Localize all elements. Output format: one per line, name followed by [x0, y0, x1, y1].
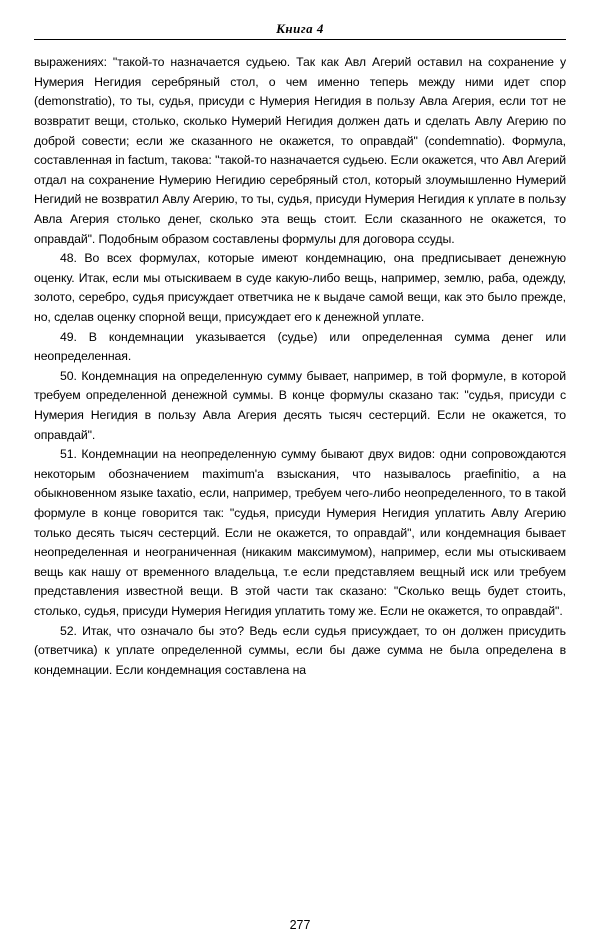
- body-text: [34, 53, 566, 680]
- paragraph-48: 48. Во всех формулах, которые имеют кондемнацию, она предписывает денежную оценку. Итак, если мы отыскиваем в суде какую-либо вещь, например, землю, раба, одежду, золото, серебро, судья присуждает ответчика не к выдаче самой вещи, как это было прежде, но, сделав оценку спорной вещи, присуждает его к денежной уплате.: [34, 251, 566, 325]
- paragraph-50: 50. Кондемнация на определенную сумму бывает, например, в той формуле, в которой требуем определенной денежной суммы. В конце формулы сказано так: "судья, присуди с Нумерия Негидия в пользу Авла Агерия десять тысяч сестерций. Если не окажется, то оправдай".: [34, 368, 566, 442]
- page-header: Книга 4: [276, 21, 324, 36]
- header-divider: [34, 39, 566, 40]
- paragraph-51: 51. Кондемнации на неопределенную сумму бывают двух видов: одни сопровождаются некоторым обозначением maximum'a взыскания, что называлось praefinitio, а на обыкновенном языке taxatio, если, например, требуем чего-либо неопределенного, то в такой формуле в конце говорится так: "судья, присуди Нумерия Негидия уплатить Авлу Агерию только десять тысяч сестерций. Если не окажется, то оправдай", или кондемнация бывает неопределенная и неограниченная (никаким максимумом), например, если мы отыскиваем вещь как нашу от временного владельца, т.е если представляем вещный иск или требуем представления известной вещи. В этой части так сказано: "Сколько вещь будет стоить, столько, судья, присуди Нумерия Негидия уплатить тому же. Если не окажется, то оправдай".: [34, 447, 566, 618]
- page-number: 277: [289, 918, 311, 932]
- paragraph-52: 52. Итак, что означало бы это? Ведь если судья присуждает, то он должен присудить (ответчика) к уплате определенной суммы, если бы даже сумма не была определена в кондемнации. Если кондемнация составлена на: [34, 623, 566, 677]
- paragraph-continuation: выражениях: "такой-то назначается судьею. Так как Авл Агерий оставил на сохранение у Нумерия Негидия серебряный стол, о чем именно теперь между ними идет спор (demonstratio), то ты, судья, присуди с Нумерия Негидия в пользу Авла Агерия, если тот не возвратит вещи, столько, сколько Нумерий Негидия должен дать и сделать Авлу Агерию по доброй совести; если же сказанного не окажется, то оправдай" (condemnatio). Формула, составленная in factum, такова: "такой-то назначается судьею. Если окажется, что Авл Агерий отдал на сохранение Нумерию Негидию серебряный стол, который злоумышленно Нумерий Негидий не возвратил Авлу Агерию, то ты, судья, присуди Нумерия Негидия к уплате в пользу Авла Агерия столько денег, сколько эта вещь стоит. Если сказанного не окажется, то оправдай". Подобным образом составлены формулы для договора ссуды.: [34, 55, 566, 246]
- paragraph-49: 49. В кондемнации указывается (судье) или определенная сумма денег или неопределенная.: [34, 329, 566, 364]
